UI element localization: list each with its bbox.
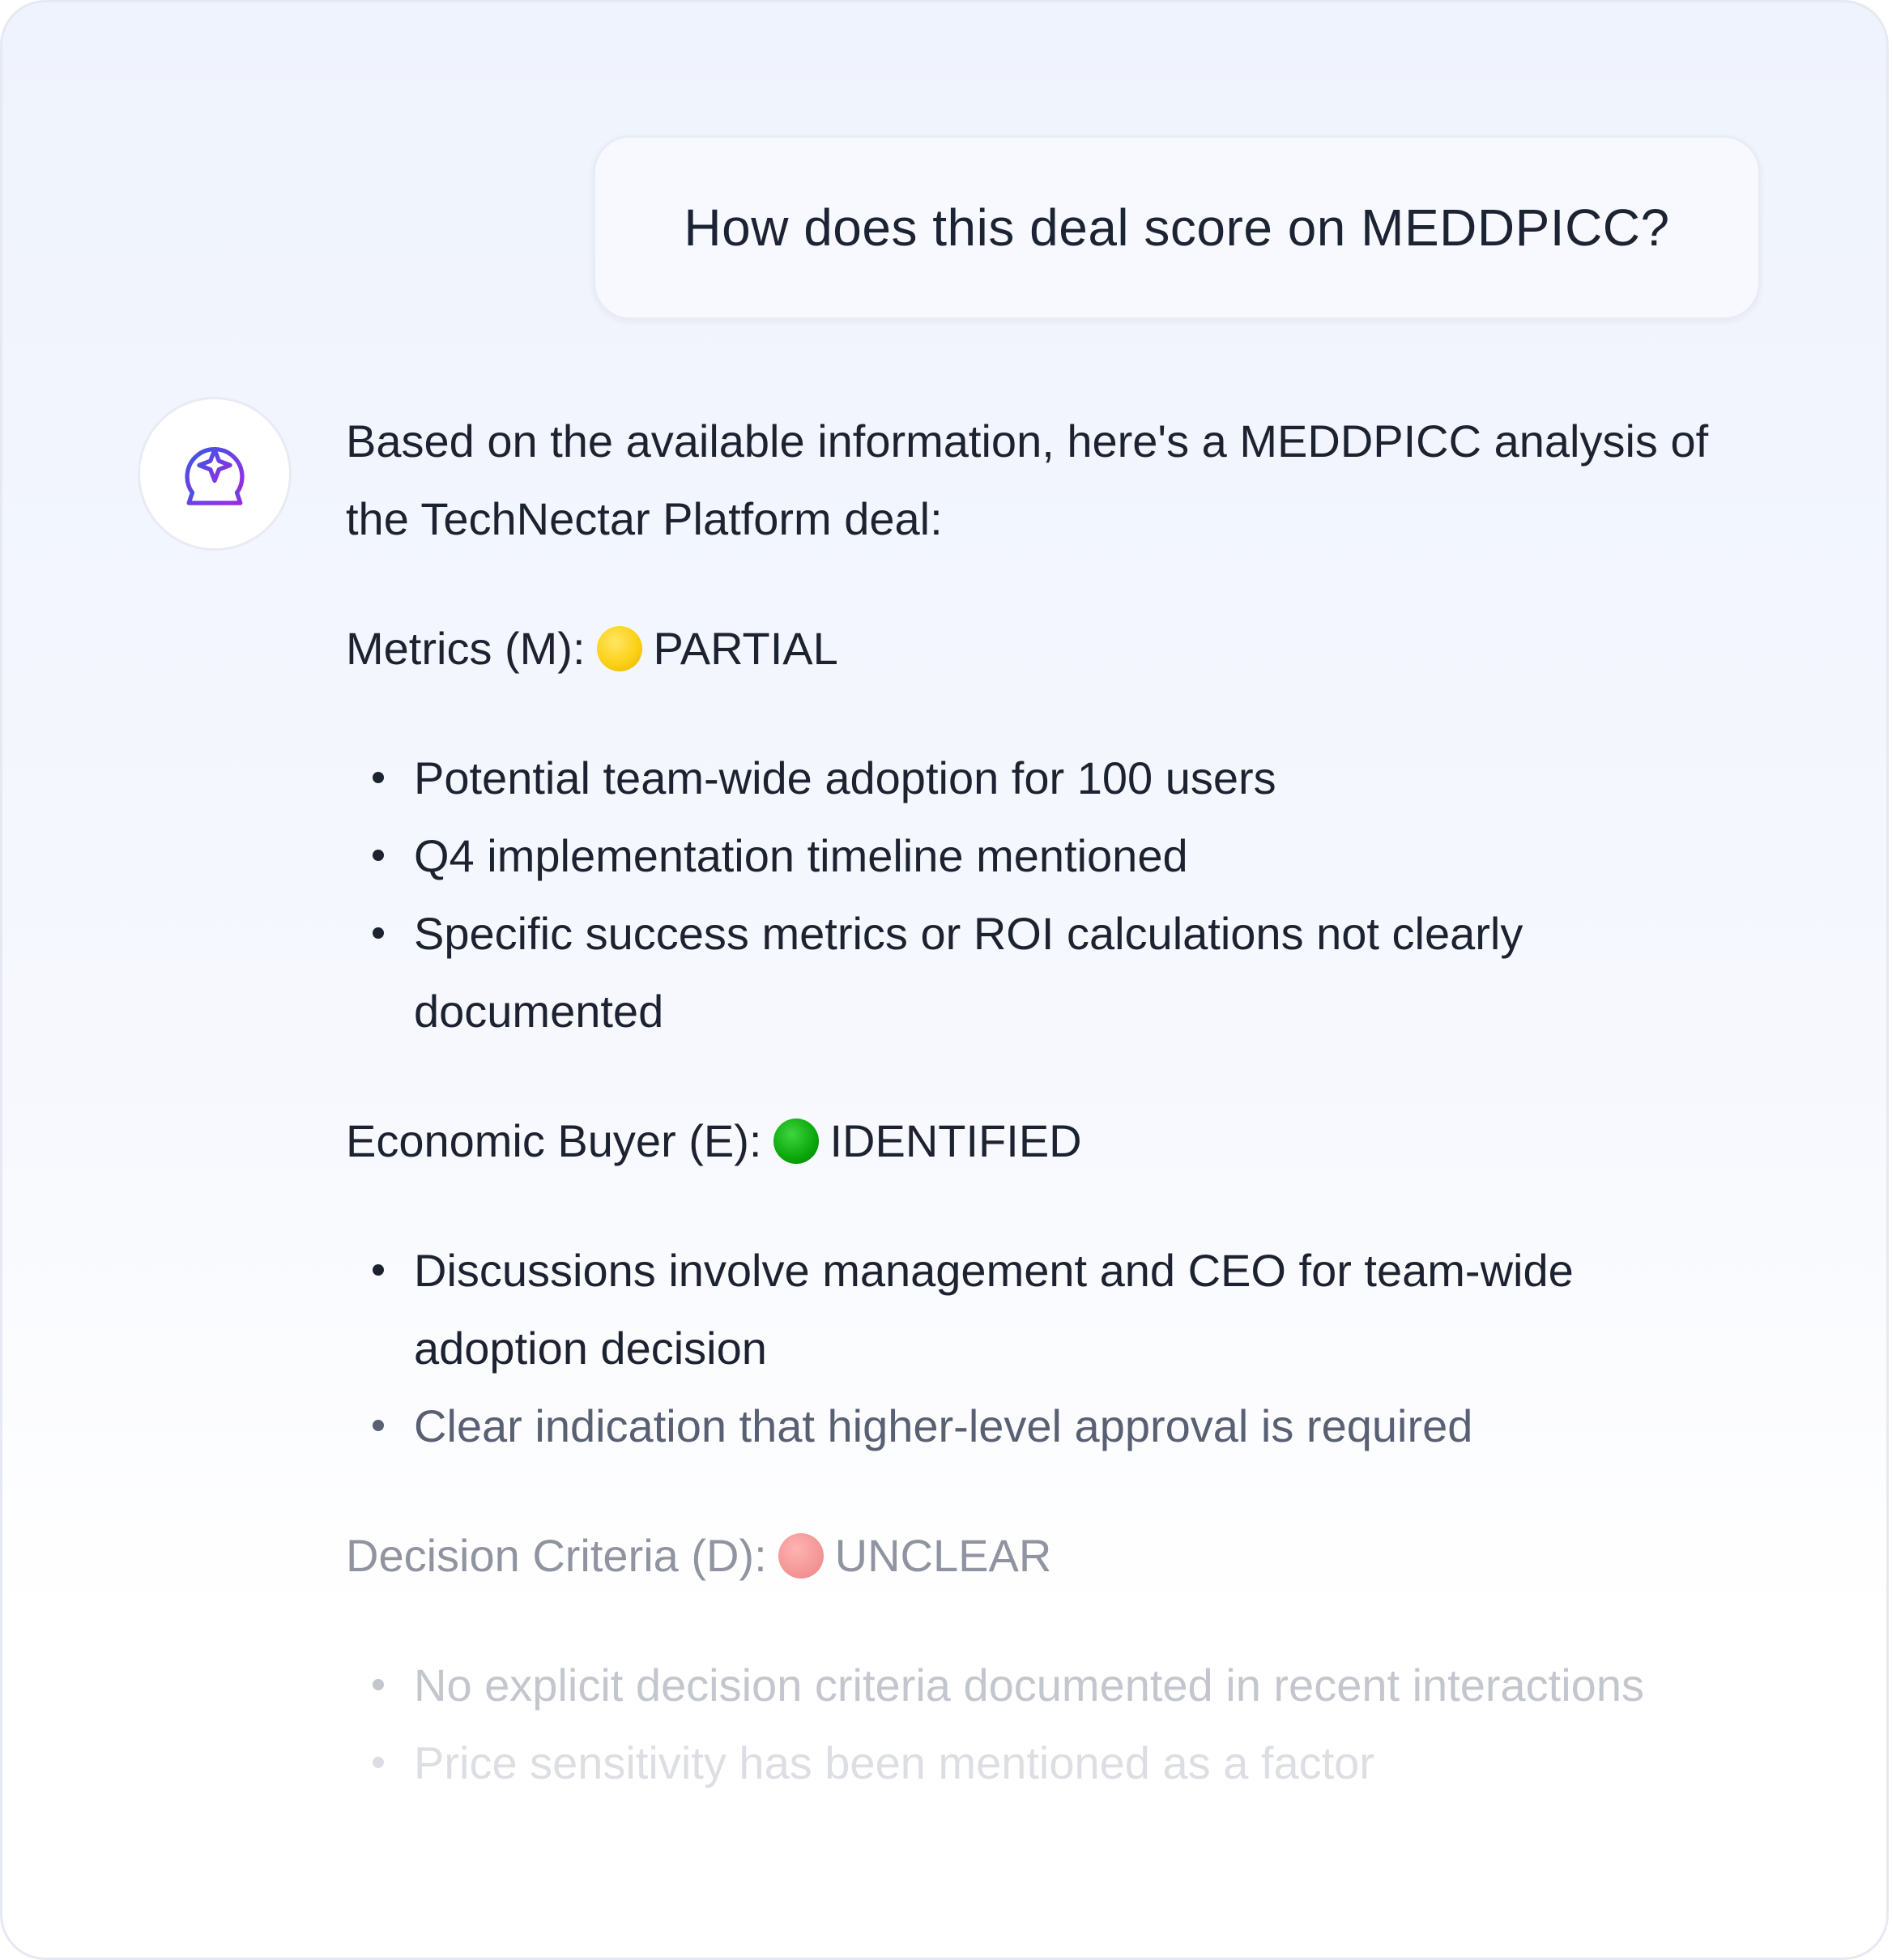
list-item: Discussions involve management and CEO for team-wide adoption decision bbox=[346, 1232, 1755, 1387]
user-message-bubble bbox=[593, 135, 1761, 320]
list-item: Specific success metrics or ROI calculations not clearly documented bbox=[346, 895, 1755, 1050]
red-circle-icon bbox=[778, 1533, 824, 1579]
crystal-ball-sparkle-icon bbox=[172, 431, 258, 517]
section-status: IDENTIFIED bbox=[829, 1115, 1082, 1166]
assistant-intro: Based on the available information, here's a MEDDPICC analysis of the TechNectar Platform deal: bbox=[346, 415, 1709, 544]
green-circle-icon bbox=[773, 1118, 819, 1164]
assistant-avatar bbox=[138, 397, 292, 551]
section-heading-metrics bbox=[346, 610, 1755, 688]
user-message-text: How does this deal score on MEDDPICC? bbox=[684, 198, 1670, 257]
section-heading-economic-buyer bbox=[346, 1102, 1755, 1180]
bullet-list-decision-criteria bbox=[346, 1647, 1755, 1802]
list-item: Potential team-wide adoption for 100 users bbox=[346, 739, 1755, 817]
section-heading-decision-criteria bbox=[346, 1517, 1755, 1595]
yellow-circle-icon bbox=[597, 626, 642, 671]
section-status: UNCLEAR bbox=[834, 1530, 1052, 1581]
assistant-message bbox=[346, 403, 1755, 1854]
section-label: Decision Criteria (D): bbox=[346, 1530, 767, 1581]
list-item: Clear indication that higher-level approval is required bbox=[346, 1387, 1755, 1465]
section-status: PARTIAL bbox=[653, 623, 838, 674]
bullet-list-economic-buyer bbox=[346, 1232, 1755, 1465]
section-label: Economic Buyer (E): bbox=[346, 1115, 762, 1166]
section-label: Metrics (M): bbox=[346, 623, 586, 674]
list-item: No explicit decision criteria documented in recent interactions bbox=[346, 1647, 1755, 1724]
list-item: Price sensitivity has been mentioned as a factor bbox=[346, 1724, 1755, 1802]
list-item: Q4 implementation timeline mentioned bbox=[346, 817, 1755, 895]
bullet-list-metrics bbox=[346, 739, 1755, 1050]
